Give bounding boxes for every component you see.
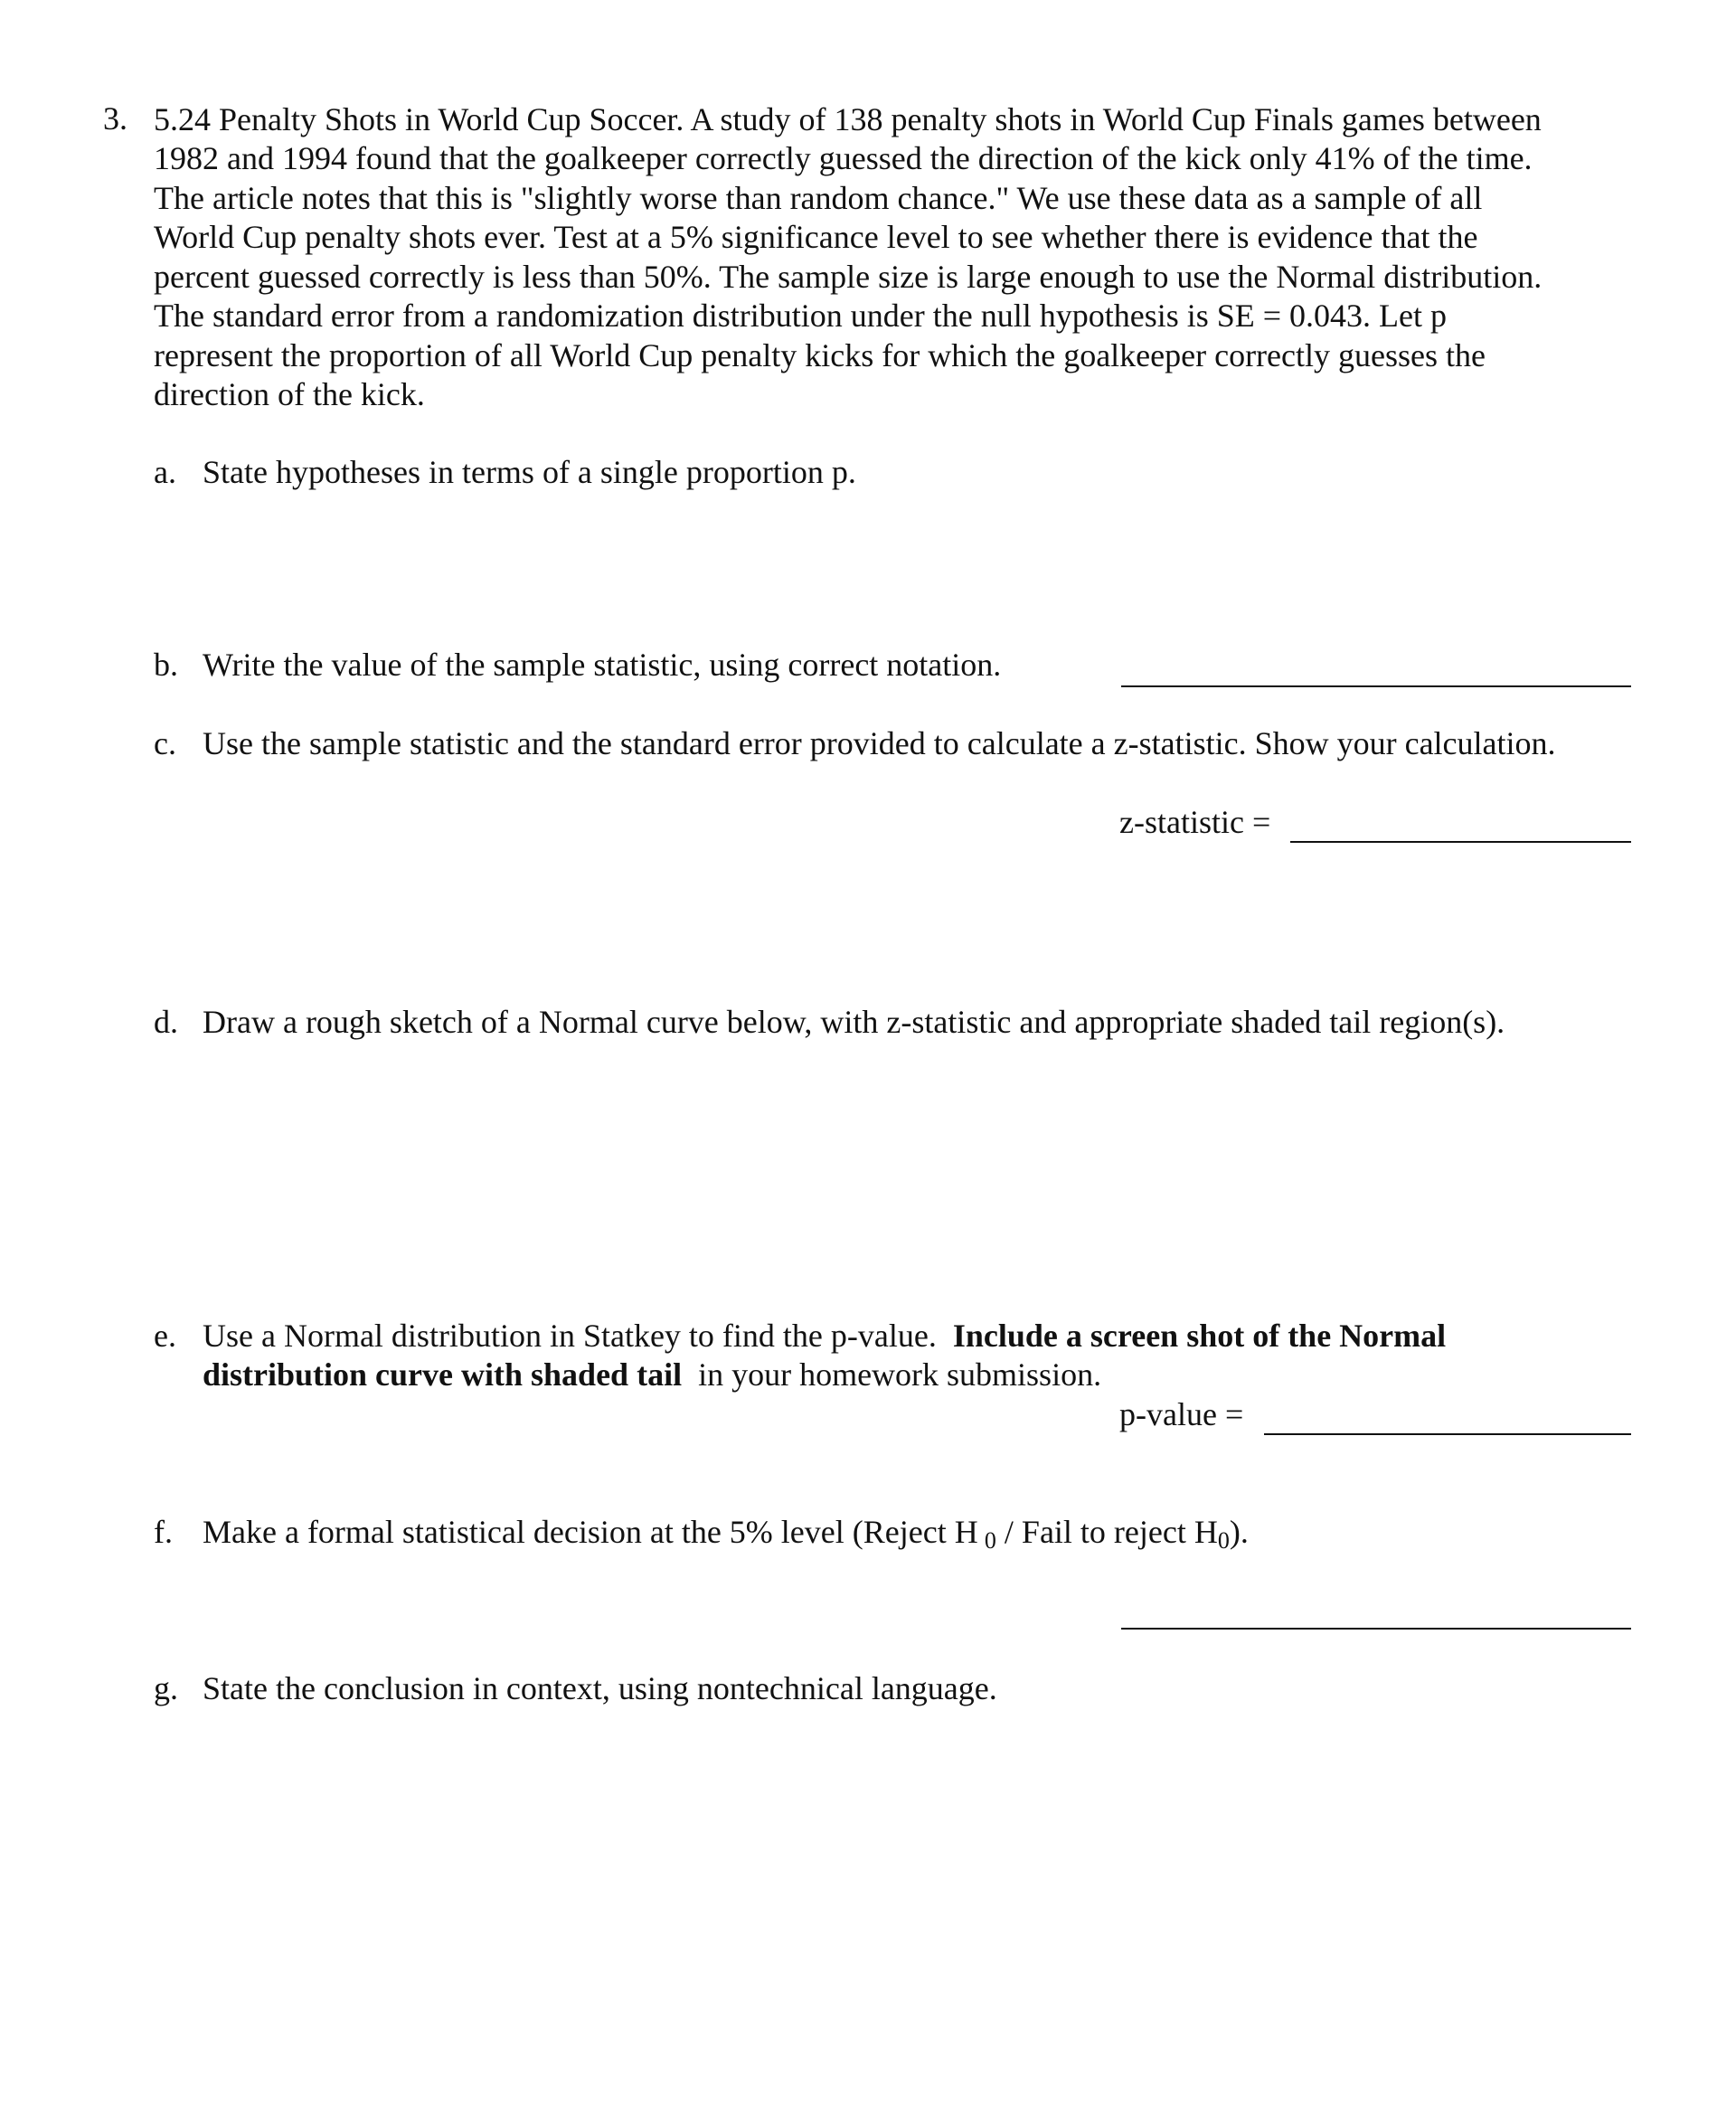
problem-line: The article notes that this is "slightly worse than random chance." We use these data as a sample of all — [154, 180, 1483, 216]
part-text: State hypotheses in terms of a single proportion p. — [203, 454, 856, 490]
part-text: State the conclusion in context, using nontechnical language. — [203, 1670, 997, 1706]
part-label: f. — [154, 1514, 173, 1550]
part-text-line-2 — [203, 1355, 1101, 1394]
problem-line: 1982 and 1994 found that the goalkeeper correctly guessed the direction of the kick only 41% of the time. — [154, 140, 1533, 176]
text-segment: / Fail to reject H — [995, 1514, 1218, 1550]
bold-instruction: Include a screen shot of the Normal — [952, 1318, 1447, 1354]
part-label: a. — [154, 454, 176, 490]
text-segment: ). — [1229, 1514, 1249, 1550]
part-text: Use a Normal distribution in Statkey to find the p-value. — [203, 1318, 937, 1354]
bold-instruction: distribution curve with shaded tail — [203, 1356, 683, 1393]
part-text: Use the sample statistic and the standard error provided to calculate a z-statistic. Show your calculation. — [203, 725, 1556, 761]
problem-number: 3. — [103, 100, 127, 137]
part-text — [203, 1512, 1249, 1561]
part-label: c. — [154, 725, 176, 761]
part-label: e. — [154, 1318, 176, 1354]
subscript: 0 — [1217, 1527, 1230, 1554]
problem-line: 5.24 Penalty Shots in World Cup Soccer. A study of 138 penalty shots in World Cup Finals games between — [154, 101, 1542, 137]
problem-line: The standard error from a randomization distribution under the null hypothesis is SE = 0.043. Let p — [154, 298, 1448, 334]
part-text: Write the value of the sample statistic, using correct notation. — [203, 647, 1002, 683]
subscript: 0 — [984, 1527, 996, 1554]
decision-blank[interactable] — [1121, 1628, 1631, 1630]
part-label: b. — [154, 647, 178, 683]
answer-blank[interactable] — [1121, 685, 1631, 687]
problem-line: percent guessed correctly is less than 50%. The sample size is large enough to use the Normal distribution. — [154, 259, 1543, 295]
p-value-blank[interactable] — [1264, 1433, 1631, 1435]
problem-line: direction of the kick. — [154, 376, 425, 412]
part-text: in your homework submission. — [698, 1356, 1102, 1393]
problem-line: represent the proportion of all World Cup penalty kicks for which the goalkeeper correctly guesses the — [154, 337, 1486, 373]
part-label: g. — [154, 1670, 178, 1706]
part-label: d. — [154, 1004, 178, 1040]
p-value-label: p-value = — [1119, 1396, 1244, 1432]
z-statistic-blank[interactable] — [1290, 841, 1631, 843]
problem-line: World Cup penalty shots ever. Test at a 5% significance level to see whether there is evidence that the — [154, 219, 1478, 255]
text-segment: Make a formal statistical decision at the 5% level (Reject H — [203, 1514, 978, 1550]
z-statistic-label: z-statistic = — [1119, 804, 1271, 840]
part-text: Draw a rough sketch of a Normal curve below, with z-statistic and appropriate shaded tail region(s). — [203, 1004, 1505, 1040]
part-text-line-1 — [203, 1316, 1446, 1356]
